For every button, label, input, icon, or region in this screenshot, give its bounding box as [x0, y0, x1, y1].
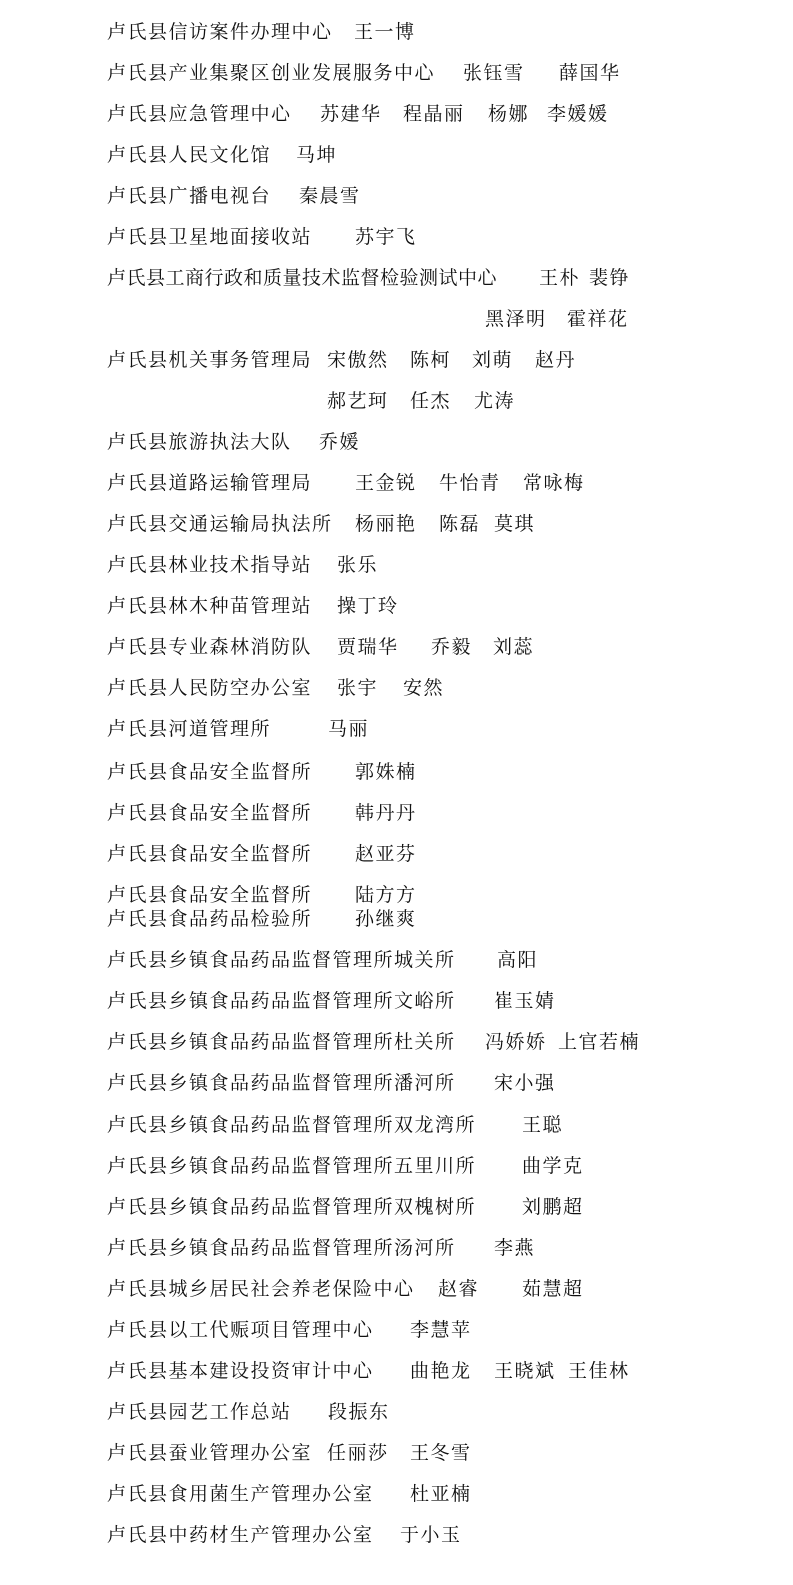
- entry-unit: 卢氏县蚕业管理办公室: [107, 1442, 313, 1464]
- entry-name: 秦晨雪: [299, 185, 361, 207]
- entry-name: 尤涛: [474, 390, 516, 412]
- entry-name: 陈柯: [410, 349, 452, 371]
- entry-name: 常咏梅: [523, 472, 585, 494]
- entry-name: 杨丽艳: [355, 513, 417, 535]
- entry-unit: 卢氏县道路运输管理局: [107, 472, 313, 494]
- entry-name: 裴铮: [589, 267, 631, 289]
- entry-unit: 卢氏县园艺工作总站: [107, 1401, 292, 1423]
- entry-name: 冯娇娇: [485, 1031, 547, 1053]
- entry-unit: 卢氏县机关事务管理局: [107, 349, 313, 371]
- entry-name: 王冬雪: [410, 1442, 472, 1464]
- entry-name: 张宇: [337, 677, 379, 699]
- entry-unit: 卢氏县乡镇食品药品监督管理所潘河所: [107, 1072, 456, 1094]
- entry-unit: 卢氏县旅游执法大队: [107, 431, 292, 453]
- entry-unit: 卢氏县食品安全监督所: [107, 884, 313, 906]
- entry-name: 韩丹丹: [355, 802, 417, 824]
- entry-unit: 卢氏县信访案件办理中心: [107, 21, 333, 43]
- entry-name: 郭姝楠: [355, 761, 417, 783]
- entry-unit: 卢氏县食用菌生产管理办公室: [107, 1483, 374, 1505]
- entry-name: 王朴: [539, 267, 581, 289]
- entry-name: 刘蕊: [493, 636, 535, 658]
- entry-name: 曲学克: [522, 1155, 584, 1177]
- entry-unit: 卢氏县中药材生产管理办公室: [107, 1524, 374, 1546]
- entry-unit: 卢氏县食品安全监督所: [107, 802, 313, 824]
- entry-name: 王佳林: [568, 1360, 630, 1382]
- entry-unit: 卢氏县乡镇食品药品监督管理所汤河所: [107, 1237, 456, 1259]
- entry-name: 贾瑞华: [337, 636, 399, 658]
- entry-name: 陆方方: [355, 884, 417, 906]
- entry-name: 苏建华: [320, 103, 382, 125]
- entry-name: 郝艺珂: [327, 390, 389, 412]
- entry-name: 孙继爽: [355, 908, 417, 930]
- entry-name: 马坤: [296, 144, 338, 166]
- entry-unit: 卢氏县河道管理所: [107, 718, 272, 740]
- entry-name: 乔媛: [319, 431, 361, 453]
- entry-unit: 卢氏县基本建设投资审计中心: [107, 1360, 374, 1382]
- entry-name: 于小玉: [400, 1524, 462, 1546]
- entry-name: 王聪: [522, 1114, 564, 1136]
- entry-unit: 卢氏县乡镇食品药品监督管理所双龙湾所: [107, 1114, 477, 1136]
- entry-name: 王一博: [354, 21, 416, 43]
- entry-name: 李燕: [494, 1237, 536, 1259]
- entry-name: 段振东: [328, 1401, 390, 1423]
- entry-name: 上官若楠: [558, 1031, 641, 1053]
- entry-unit: 卢氏县卫星地面接收站: [107, 226, 313, 248]
- entry-unit: 卢氏县林业技术指导站: [107, 554, 313, 576]
- entry-name: 霍祥花: [567, 308, 629, 330]
- entry-unit: 卢氏县乡镇食品药品监督管理所杜关所: [107, 1031, 456, 1053]
- entry-unit: 卢氏县乡镇食品药品监督管理所文峪所: [107, 990, 456, 1012]
- entry-name: 宋小强: [494, 1072, 556, 1094]
- entry-unit: 卢氏县乡镇食品药品监督管理所城关所: [107, 949, 456, 971]
- entry-name: 崔玉婧: [494, 990, 556, 1012]
- entry-name: 张钰雪: [463, 62, 525, 84]
- entry-unit: 卢氏县食品安全监督所: [107, 843, 313, 865]
- entry-unit: 卢氏县食品药品检验所: [107, 908, 313, 930]
- entry-name: 宋傲然: [327, 349, 389, 371]
- entry-name: 曲艳龙: [410, 1360, 472, 1382]
- entry-name: 薛国华: [559, 62, 621, 84]
- entry-unit: 卢氏县专业森林消防队: [107, 636, 313, 658]
- entry-name: 操丁玲: [337, 595, 399, 617]
- entry-name: 杨娜: [488, 103, 530, 125]
- entry-name: 高阳: [497, 949, 539, 971]
- entry-name: 牛怡青: [439, 472, 501, 494]
- entry-name: 赵亚芬: [355, 843, 417, 865]
- entry-unit: 卢氏县以工代赈项目管理中心: [107, 1319, 374, 1341]
- entry-name: 李媛媛: [547, 103, 609, 125]
- entry-name: 安然: [403, 677, 445, 699]
- entry-name: 任杰: [410, 390, 452, 412]
- entry-name: 刘鹏超: [522, 1196, 584, 1218]
- entry-name: 茹慧超: [522, 1278, 584, 1300]
- entry-name: 苏宇飞: [355, 226, 417, 248]
- entry-unit: 卢氏县应急管理中心: [107, 103, 292, 125]
- entry-unit: 卢氏县人民文化馆: [107, 144, 272, 166]
- entry-name: 刘萌: [472, 349, 514, 371]
- entry-unit: 卢氏县食品安全监督所: [107, 761, 313, 783]
- entry-name: 任丽莎: [327, 1442, 389, 1464]
- entry-name: 马丽: [328, 718, 370, 740]
- entry-name: 张乐: [337, 554, 379, 576]
- entry-unit: 卢氏县城乡居民社会养老保险中心: [107, 1278, 415, 1300]
- entry-unit: 卢氏县林木种苗管理站: [107, 595, 313, 617]
- entry-name: 陈磊: [439, 513, 481, 535]
- entry-unit: 卢氏县乡镇食品药品监督管理所双槐树所: [107, 1196, 477, 1218]
- entry-unit: 卢氏县广播电视台: [107, 185, 272, 207]
- entry-name: 王金锐: [355, 472, 417, 494]
- entry-unit: 卢氏县工商行政和质量技术监督检验测试中心: [107, 267, 498, 289]
- entry-name: 赵丹: [535, 349, 577, 371]
- entry-unit: 卢氏县乡镇食品药品监督管理所五里川所: [107, 1155, 477, 1177]
- entry-unit: 卢氏县人民防空办公室: [107, 677, 313, 699]
- entry-name: 李慧苹: [410, 1319, 472, 1341]
- entry-unit: 卢氏县交通运输局执法所: [107, 513, 333, 535]
- entry-name: 莫琪: [494, 513, 536, 535]
- entry-name: 黑泽明: [485, 308, 547, 330]
- entry-name: 杜亚楠: [410, 1483, 472, 1505]
- entry-name: 程晶丽: [403, 103, 465, 125]
- entry-name: 赵睿: [438, 1278, 480, 1300]
- entry-unit: 卢氏县产业集聚区创业发展服务中心: [107, 62, 436, 84]
- entry-name: 乔毅: [431, 636, 473, 658]
- entry-name: 王晓斌: [494, 1360, 556, 1382]
